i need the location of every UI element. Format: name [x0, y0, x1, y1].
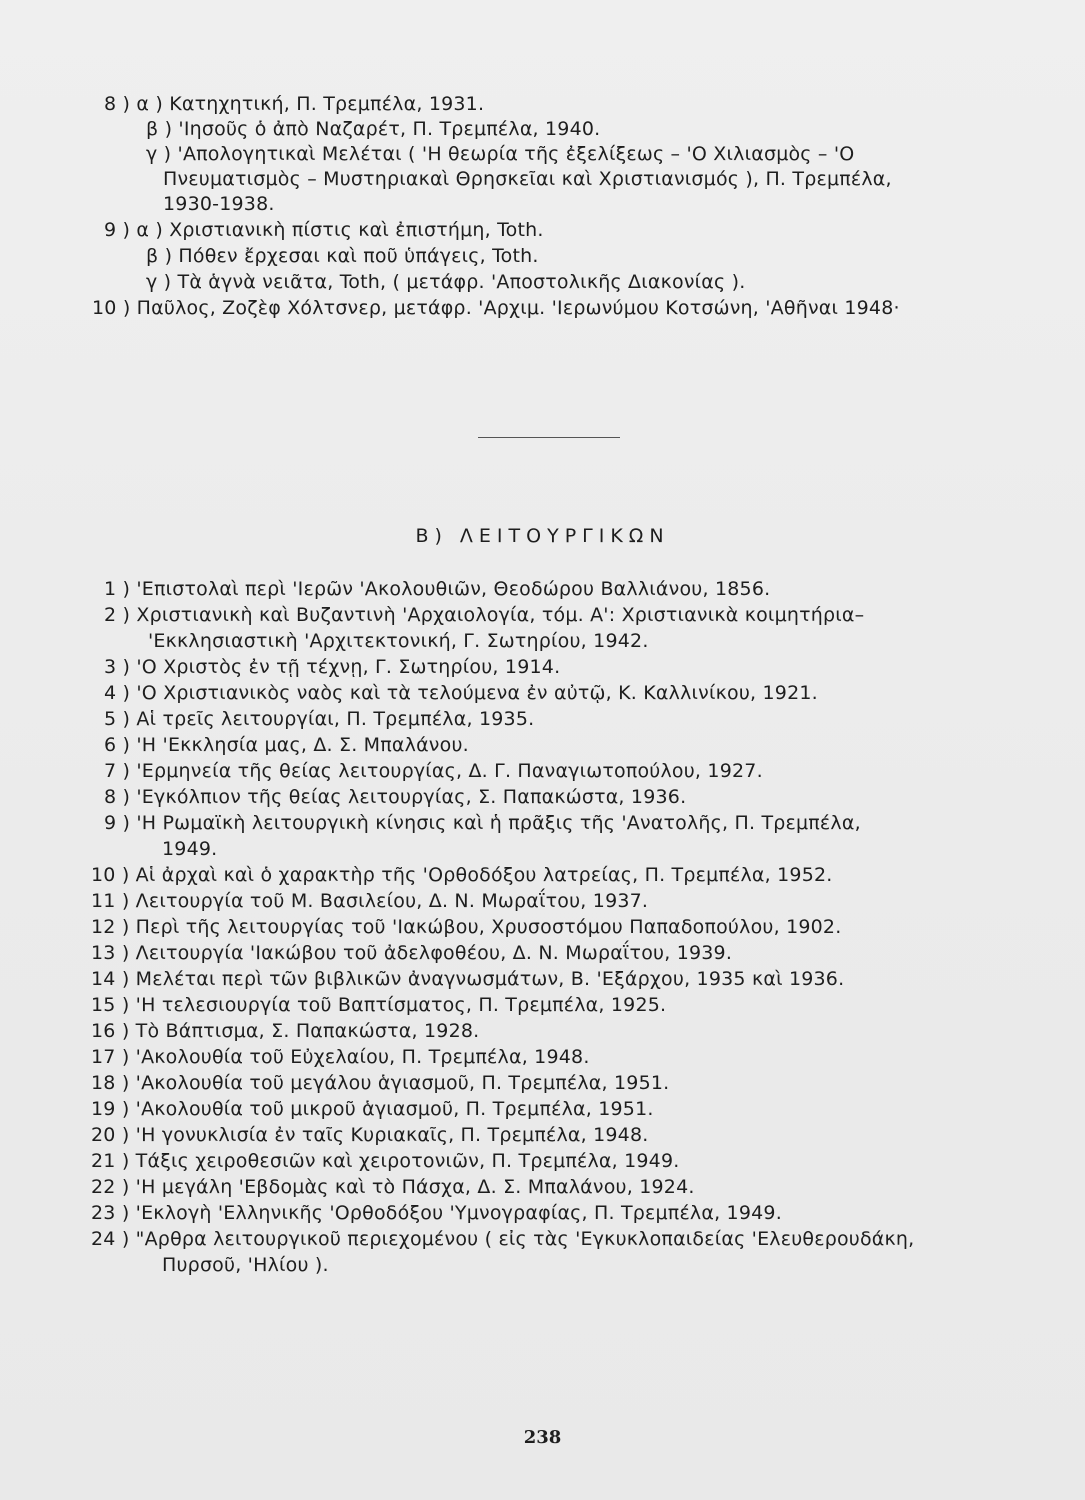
entry-b24: 24 ) "Αρθρα λειτουργικοῦ περιεχομένου ( εἰς τὰς 'Εγκυκλοπαιδείας 'Ελευθερουδάκη,	[91, 1228, 915, 1250]
entry-b12: 12 ) Περὶ τῆς λειτουργίας τοῦ 'Ιακώβου, Χρυσοστόμου Παπαδοπούλου, 1902.	[91, 916, 842, 938]
entry-8c: γ ) 'Απολογητικαὶ Μελέται ( 'Η θεωρία τῆς ἐξελίξεως – 'Ο Χιλιασμὸς – 'Ο	[146, 143, 855, 165]
entry-b23: 23 ) 'Εκλογὴ 'Ελληνικῆς 'Ορθοδόξου 'Υμνογραφίας, Π. Τρεμπέλα, 1949.	[91, 1202, 782, 1224]
entry-b16: 16 ) Τὸ Βάπτισμα, Σ. Παπακώστα, 1928.	[91, 1020, 480, 1042]
section-heading: Β) ΛΕΙΤΟΥΡΓΙΚΩΝ	[415, 525, 670, 547]
entry-b20: 20 ) 'Η γονυκλισία ἐν ταῖς Κυριακαῖς, Π. Τρεμπέλα, 1948.	[91, 1124, 649, 1146]
entry-b5: 5 ) Αἱ τρεῖς λειτουργίαι, Π. Τρεμπέλα, 1935.	[104, 708, 535, 730]
entry-b24-cont: Πυρσοῦ, 'Ηλίου ).	[162, 1254, 329, 1276]
page-number: 238	[523, 1427, 562, 1448]
section-divider	[478, 437, 620, 438]
entry-9b: β ) Πόθεν ἔρχεσαι καὶ ποῦ ὑπάγεις, Toth.	[146, 245, 539, 267]
entry-b21: 21 ) Τάξις χειροθεσιῶν καὶ χειροτονιῶν, Π. Τρεμπέλα, 1949.	[91, 1150, 680, 1172]
entry-b22: 22 ) 'Η μεγάλη 'Εβδομὰς καὶ τὸ Πάσχα, Δ. Σ. Μπαλάνου, 1924.	[91, 1176, 695, 1198]
entry-b15: 15 ) 'Η τελεσιουργία τοῦ Βαπτίσματος, Π. Τρεμπέλα, 1925.	[91, 994, 667, 1016]
entry-b13: 13 ) Λειτουργία 'Ιακώβου τοῦ ἀδελφοθέου, Δ. Ν. Μωραΐτου, 1939.	[91, 942, 733, 964]
entry-b1: 1 ) 'Επιστολαὶ περὶ 'Ιερῶν 'Ακολουθιῶν, Θεοδώρου Βαλλιάνου, 1856.	[104, 578, 771, 600]
entry-8a: 8 ) α ) Κατηχητική, Π. Τρεμπέλα, 1931.	[104, 93, 485, 115]
entry-b9-cont: 1949.	[162, 838, 218, 860]
entry-8c-cont: Πνευματισμὸς – Μυστηριακαὶ Θρησκεῖαι καὶ Χριστιανισμός ), Π. Τρεμπέλα,	[163, 168, 892, 190]
entry-b17: 17 ) 'Ακολουθία τοῦ Εὐχελαίου, Π. Τρεμπέλα, 1948.	[91, 1046, 590, 1068]
entry-b18: 18 ) 'Ακολουθία τοῦ μεγάλου ἁγιασμοῦ, Π. Τρεμπέλα, 1951.	[91, 1072, 670, 1094]
entry-9c: γ ) Τὰ ἁγνὰ νειᾶτα, Toth, ( μετάφρ. 'Αποστολικῆς Διακονίας ).	[146, 271, 746, 293]
entry-b4: 4 ) 'Ο Χριστιανικὸς ναὸς καὶ τὰ τελούμενα ἐν αὐτῷ, Κ. Καλλινίκου, 1921.	[104, 682, 818, 704]
entry-b7: 7 ) 'Ερμηνεία τῆς θείας λειτουργίας, Δ. Γ. Παναγιωτοπούλου, 1927.	[104, 760, 763, 782]
entry-b19: 19 ) 'Ακολουθία τοῦ μικροῦ ἁγιασμοῦ, Π. Τρεμπέλα, 1951.	[91, 1098, 654, 1120]
entry-b10: 10 ) Αἱ ἀρχαὶ καὶ ὁ χαρακτὴρ τῆς 'Ορθοδόξου λατρείας, Π. Τρεμπέλα, 1952.	[91, 864, 833, 886]
entry-10: 10 ) Παῦλος, Ζοζὲφ Χόλτσνερ, μετάφρ. 'Αρχιμ. 'Ιερωνύμου Κοτσώνη, 'Αθῆναι 1948·	[92, 297, 900, 319]
entry-8c-cont2: 1930-1938.	[163, 193, 275, 215]
entry-9a: 9 ) α ) Χριστιανικὴ πίστις καὶ ἐπιστήμη, Toth.	[104, 219, 544, 241]
entry-b9: 9 ) 'Η Ρωμαϊκὴ λειτουργικὴ κίνησις καὶ ἡ πρᾶξις τῆς 'Ανατολῆς, Π. Τρεμπέλα,	[104, 812, 861, 834]
entry-b2: 2 ) Χριστιανικὴ καὶ Βυζαντινὴ 'Αρχαιολογία, τόμ. Α': Χριστιανικὰ κοιμητήρια–	[104, 604, 865, 626]
entry-b3: 3 ) 'Ο Χριστὸς ἐν τῇ τέχνῃ, Γ. Σωτηρίου, 1914.	[104, 656, 561, 678]
entry-b8: 8 ) 'Εγκόλπιον τῆς θείας λειτουργίας, Σ. Παπακώστα, 1936.	[104, 786, 687, 808]
entry-b14: 14 ) Μελέται περὶ τῶν βιβλικῶν ἀναγνωσμάτων, Β. 'Εξάρχου, 1935 καὶ 1936.	[91, 968, 845, 990]
entry-b2-cont: 'Εκκλησιαστικὴ 'Αρχιτεκτονική, Γ. Σωτηρίου, 1942.	[148, 630, 649, 652]
entry-8b: β ) 'Ιησοῦς ὁ ἀπὸ Ναζαρέτ, Π. Τρεμπέλα, 1940.	[146, 118, 601, 140]
entry-b11: 11 ) Λειτουργία τοῦ Μ. Βασιλείου, Δ. Ν. Μωραΐτου, 1937.	[91, 890, 649, 912]
entry-b6: 6 ) 'Η 'Εκκλησία μας, Δ. Σ. Μπαλάνου.	[104, 734, 469, 756]
